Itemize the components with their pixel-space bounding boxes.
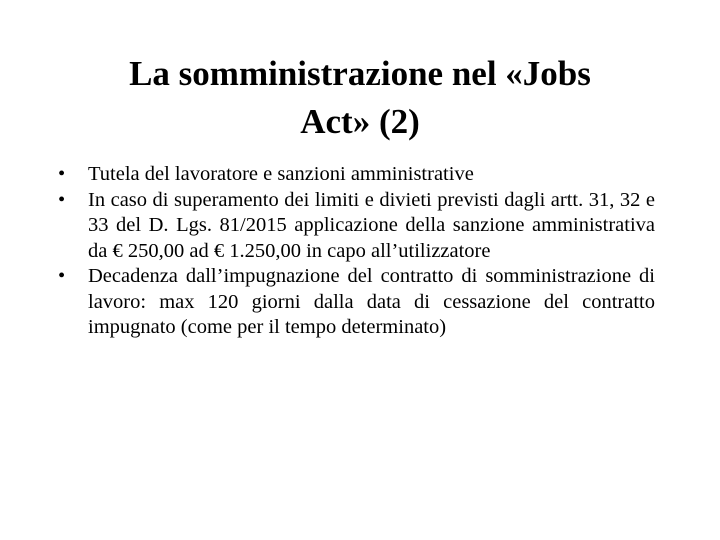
bullet-text: In caso di superamento dei limiti e divieti previsti dagli artt. 31, 32 e 33 del D. Lgs. 81/2015 applicazione della sanzione amministrativa da € 250,00 ad € 1.250,00 in capo all’utilizzatore xyxy=(88,188,655,262)
bullet-dot-icon: • xyxy=(58,265,66,287)
bullet-item xyxy=(58,162,655,188)
bullet-dot-icon: • xyxy=(58,163,66,185)
slide-title-line-1: La somministrazione nel «Jobs xyxy=(129,54,591,93)
slide-title xyxy=(60,50,660,146)
slide-title-line-2: Act» (2) xyxy=(300,102,420,141)
bullet-text: Decadenza dall’impugnazione del contratto di somministrazione di lavoro: max 120 giorni dalla data di cessazione del contratto impugnato (come per il tempo determinato) xyxy=(88,265,655,338)
bullet-dot-icon: • xyxy=(58,188,66,211)
bullet-item xyxy=(58,188,655,265)
bullet-item xyxy=(58,264,655,341)
bullet-list xyxy=(58,162,655,341)
bullet-text: Tutela del lavoratore e sanzioni amministrative xyxy=(88,163,474,185)
